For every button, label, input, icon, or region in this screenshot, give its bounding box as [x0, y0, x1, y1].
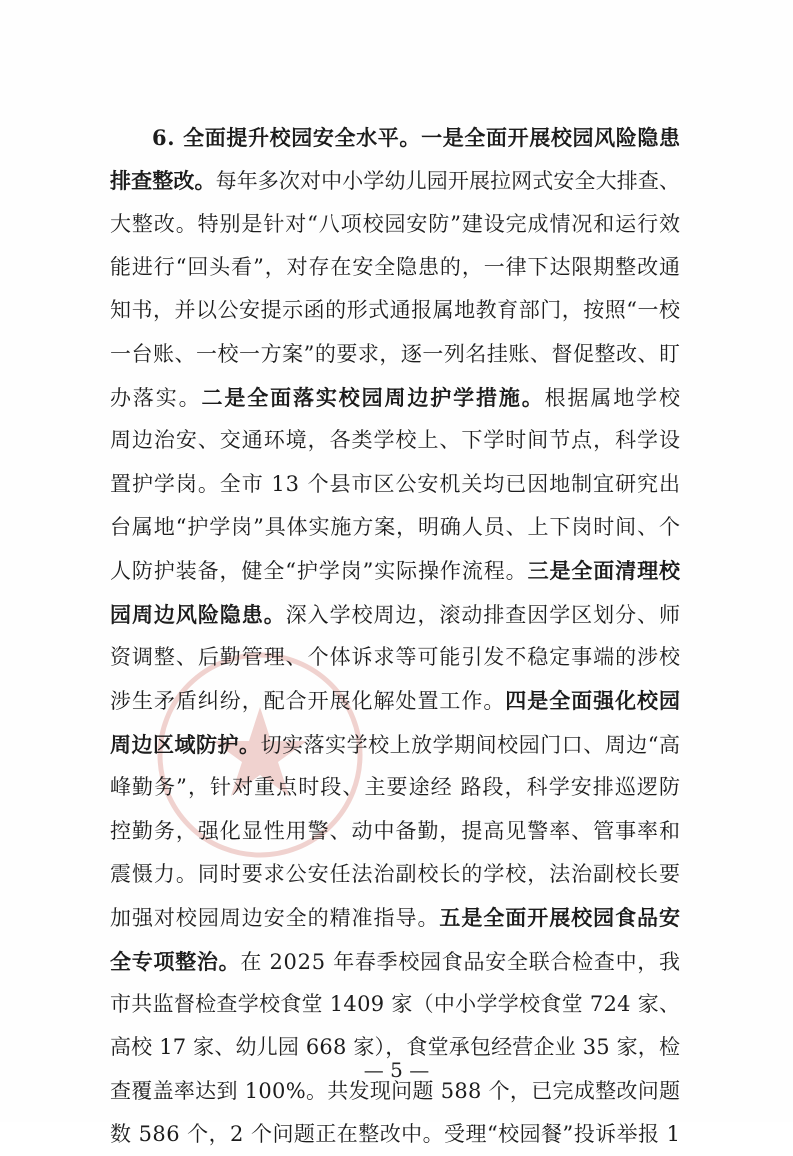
text-segment: 深入学校周边，滚动排查因学区划分、师 — [285, 602, 681, 627]
text-line — [110, 636, 680, 679]
text-segment: 资调整、后勤管理、个体诉求等可能引发不稳定事端的涉校 — [110, 645, 681, 670]
text-segment: 控勤务，强化显性用警、动中备勤，提高见警率、管事率和 — [110, 818, 681, 843]
text-segment: 每年多次对中小学幼儿园开展拉网式安全大排查、 — [215, 169, 681, 194]
text-segment: 知书，并以公安提示函的形式通报属地教育部门，按照“一校 — [110, 298, 681, 323]
text-segment: 涉生矛盾纠纷，配合开展化解处置工作。 — [110, 689, 506, 714]
bold-text-segment: 三是全面清理校 — [527, 558, 681, 584]
bold-text-segment: 五是全面开展校园食品安 — [439, 905, 681, 931]
text-line — [110, 506, 680, 549]
text-segment: 周边治安、交通环境，各类学校上、下学时间节点，科学设 — [110, 428, 681, 453]
text-segment: 办落实。 — [110, 386, 202, 411]
text-segment: 在 2025 年春季校园食品安全联合检查中，我 — [240, 949, 681, 974]
text-line — [110, 246, 680, 289]
text-line — [110, 723, 680, 766]
text-line — [110, 376, 680, 419]
text-line — [110, 549, 680, 592]
text-line — [110, 159, 680, 202]
text-line — [110, 853, 680, 896]
text-segment: 置护学岗。全市 13 个县市区公安机关均已因地制宜研究出 — [110, 471, 681, 496]
text-line — [110, 810, 680, 853]
text-segment: 一台账、一校一方案”的要求，逐一列名挂账、督促整改、盯 — [110, 341, 681, 366]
bold-text-segment: 全专项整治。 — [110, 948, 241, 974]
bold-text-segment: 6. 全面提升校园安全水平。一是全面开展校园风险隐患 — [152, 125, 681, 150]
text-line — [110, 1113, 680, 1156]
text-segment: 能进行“回头看”，对存在安全隐患的，一律下达限期整改通 — [110, 255, 681, 280]
text-line — [110, 289, 680, 332]
text-segment: 人防护装备，健全“护学岗”实际操作流程。 — [110, 559, 528, 584]
text-segment: 台属地“护学岗”具体实施方案，明确人员、上下岗时间、个 — [110, 515, 681, 540]
page-number: — 5 — — [363, 1058, 430, 1082]
text-segment: 震慑力。同时要求公安任法治副校长的学校，法治副校长要 — [110, 861, 681, 886]
text-line — [110, 940, 680, 983]
text-line — [110, 896, 680, 939]
text-line — [110, 419, 680, 462]
text-segment: 根据属地学校 — [544, 386, 682, 411]
text-line — [110, 766, 680, 809]
document-body — [110, 116, 680, 1156]
bold-text-segment: 四是全面强化校园 — [505, 688, 681, 714]
text-segment: 高校 17 家、幼儿园 668 家），食堂承包经营企业 35 家，检 — [110, 1035, 681, 1060]
text-segment: 市共监督检查学校食堂 1409 家（中小学学校食堂 724 家、 — [110, 991, 681, 1016]
text-line — [110, 116, 680, 159]
text-line — [110, 203, 680, 246]
text-segment: 加强对校园周边安全的精准指导。 — [110, 906, 440, 931]
text-segment: 切实落实学校上放学期间校园门口、周边“高 — [260, 732, 681, 757]
text-line — [110, 463, 680, 506]
text-segment: 查覆盖率达到 100%。共发现问题 588 个，已完成整改问题 — [110, 1078, 681, 1103]
bold-text-segment: 排查整改。 — [110, 168, 216, 194]
bold-text-segment: 周边区域防护。 — [110, 731, 261, 757]
text-line — [110, 333, 680, 376]
text-line — [110, 593, 680, 636]
bold-text-segment: 园周边风险隐患。 — [110, 601, 286, 627]
text-segment: 大整改。特别是针对“八项校园安防”建设完成情况和运行效 — [110, 211, 681, 236]
bold-text-segment: 二是全面落实校园周边护学措施。 — [201, 385, 545, 411]
text-segment: 峰勤务”，针对重点时段、主要途经 路段，科学安排巡逻防 — [110, 775, 682, 800]
text-segment: 数 586 个，2 个问题正在整改中。受理“校园餐”投诉举报 1 — [110, 1121, 681, 1146]
text-line — [110, 679, 680, 722]
text-line — [110, 983, 680, 1026]
